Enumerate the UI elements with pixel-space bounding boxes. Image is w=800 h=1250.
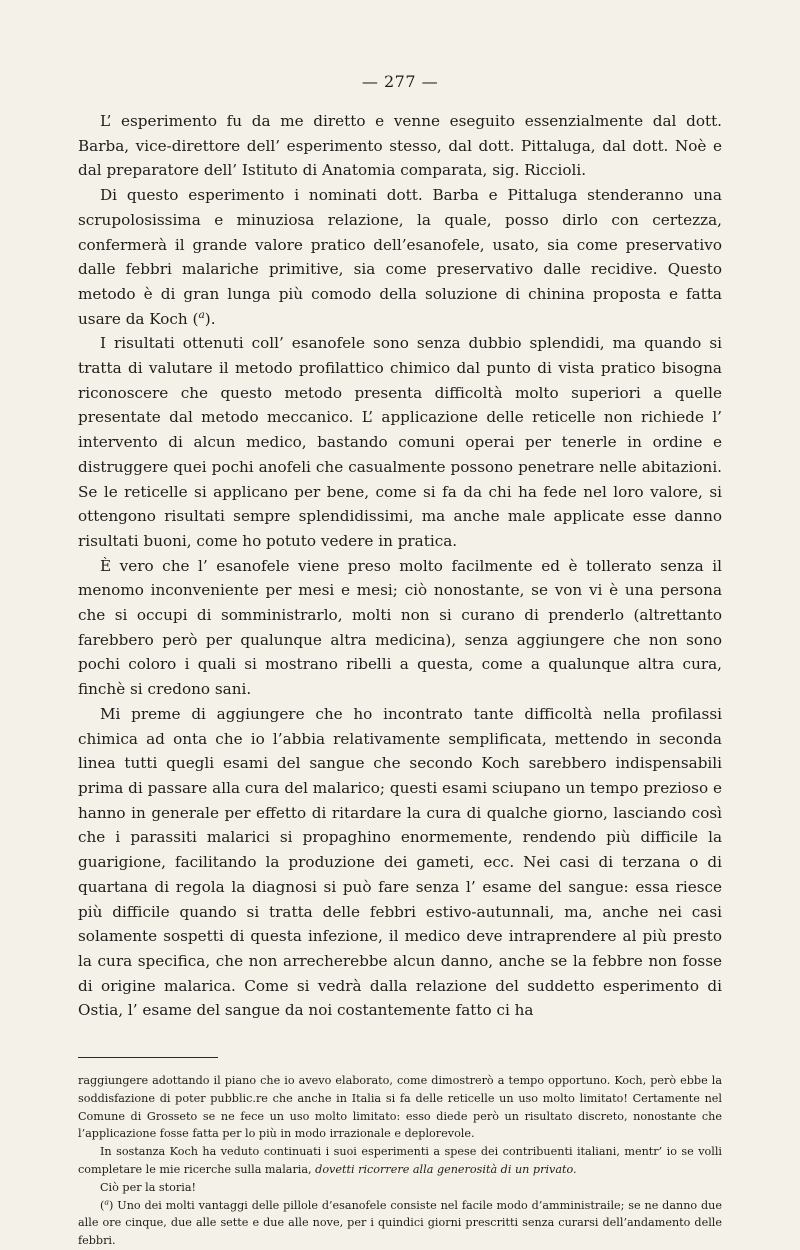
footnote-continuation: raggiungere adottando il piano che io avevo elaborato, come dimostrerò a tempo opportuno. Koch, però ebbe la soddisfazione di poter pubblic.re che anche in Italia si fa delle reticelle un uso molto limitato! Certamente nel Comune di Grosseto se ne fece un uso molto limitato: esso diede però un risultato discreto, nonostante che l’applicazione fosse fatta per lo più in modo irrazionale e deplorevole. xyxy=(78,1074,722,1141)
footnote-a: ($^a$) Uno dei molti vantaggi delle pillole d’esanofele consiste nel facile modo d’amministraile; se ne danno due alle ore cinque, due alle sette e due alle nove, per i quindici giorni prescritti senza curarsi dell’andamento delle febbri. xyxy=(78,1196,723,1248)
footnote-divider xyxy=(78,1057,218,1058)
paragraph-2 xyxy=(78,183,722,331)
footnote-a-text: Uno dei molti vantaggi delle pillole d’esanofele consiste nel facile modo d’amministraile; se ne danno due alle ore cinque, due alle sette e due alle nove, per i quindici giorni prescritti senza curarsi dell’andamento delle febbri. xyxy=(78,1198,723,1248)
footnote-ref-close: ). xyxy=(204,309,216,328)
paragraph-1: L’ esperimento fu da me diretto e venne eseguito essenzialmente dal dott. Barba, vice-direttore dell’ esperimento stesso, dal dott. Pittaluga, dal dott. Noè e dal preparatore dell’ Istituto di Anatomia comparata, sig. Riccioli. xyxy=(78,112,722,180)
paragraph-2-text: Di questo esperimento i nominati dott. Barba e Pittaluga stenderanno una scrupolosissima e minuziosa relazione, la quale, posso dirlo con certezza, confermerà il grande valore pratico dell’esanofele, usato, sia come preservativo dalle febbri malariche primitive, sia come preservativo dalle recidive. Questo metodo è di gran lunga più comodo della soluzione di chinina proposta e fatta usare da Koch ( xyxy=(78,186,722,328)
footnotes xyxy=(78,1072,722,1250)
footnote-ref-a: a xyxy=(198,307,205,321)
page-number: — 277 — xyxy=(361,72,439,91)
footnote-continuation-2-text: In sostanza Koch ha veduto continuati i suoi esperimenti a spese dei contribuenti italiani, mentr’ io se volli completare le mie ricerche sulla malaria, xyxy=(78,1145,722,1176)
paragraph-5: Mi preme di aggiungere che ho incontrato tante difficoltà nella profilassi chimica ad onta che io l’abbia relativamente semplificata, mettendo in seconda linea tutti quegli esami del sangue che secondo Koch sarebbero indispensabili prima di passare alla cura del malarico; questi esami sciupano un tempo prezioso e hanno in generale per effetto di ritardare la cura di qualche giorno, lasciando così che i parassiti malarici si propaghino enormemente, rendendo più difficile la guarigione, facilitando la produzione dei gameti, ecc. Nei casi di terzana o di quartana di regola la diagnosi si può fare senza l’ esame del sangue: essa riesce più difficile quando si tratta delle febbri estivo-autunnali, ma, anche nei casi solamente sospetti di questa infezione, il medico deve intraprendere al più presto la cura specifica, che non arrecherebbe alcun danno, anche se la febbre non fosse di origine malarica. Come si vedrà dalla relazione del suddetto esperimento di Ostia, l’ esame del sangue da noi costantemente fatto ci ha xyxy=(78,704,722,1020)
footnote-a-marker: a xyxy=(104,1196,110,1206)
paragraph-4: È vero che l’ esanofele viene preso molto facilmente ed è tollerato senza il menomo inconveniente per mesi e mesi; ciò nonostante, se von vi è una persona che si occupi di somministrarlo, molti non si curano di prenderlo (altrettanto farebbero però per qualunque altra medicina), senza aggiungere che non sono pochi coloro i quali si mostrano ribelli a questa, come a qualunque altra cura, finchè si credono sani. xyxy=(78,556,722,699)
footnote-continuation-3: Ciò per la storia! xyxy=(100,1180,196,1194)
body-text xyxy=(78,109,722,1023)
footnote-italic-phrase: dovetti ricorrere alla generosità di un privato. xyxy=(315,1163,577,1176)
paragraph-3: I risultati ottenuti coll’ esanofele sono senza dubbio splendidi, ma quando si tratta di valutare il metodo profilattico chimico dal punto di vista pratico bisogna riconoscere che questo metodo presenta difficoltà molto superiori a quelle presentate dal metodo meccanico. L’ applicazione delle reticelle non richiede l’ intervento di alcun medico, bastando comuni operai per tenerle in ordine e distruggere quei pochi anofeli che casualmente possono penetrare nelle abitazioni. Se le reticelle si applicano per bene, come si fa da chi ha fede nel loro valore, si ottengono risultati sempre splendidissimi, ma anche male applicate esse danno risultati buoni, come ho potuto vedere in pratica. xyxy=(78,334,722,550)
footnote-continuation-2 xyxy=(78,1143,722,1179)
